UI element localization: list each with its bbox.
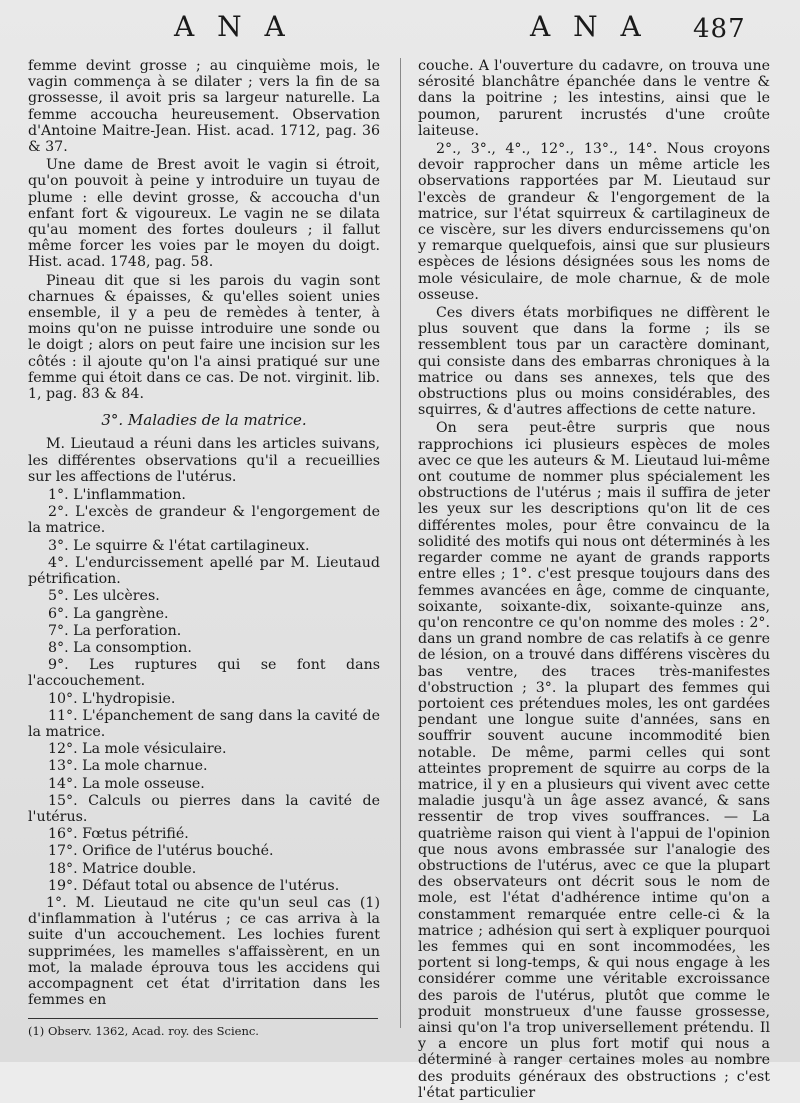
list-item: 2°. L'excès de grandeur & l'engorgement de la matrice. <box>28 504 380 537</box>
running-header <box>0 10 800 44</box>
list-item: 14°. La mole osseuse. <box>48 775 205 792</box>
left-paragraph-3: Pineau dit que si les parois du vagin sont charnues & épaisses, & qu'elles soient unies ensemble, il y a peu de remèdes à tenter, à moins qu'on ne puisse introduire une sonde ou le doigt ; alors on peut faire une incision sur les côtés : il ajoute qu'on l'a ainsi pratiqué sur une femme qui étoit dans ce cas. De not. virginit. lib. 1, pag. 83 & 84. <box>28 272 380 403</box>
left-paragraph-4: M. Lieutaud a réuni dans les articles suivans, les différentes observations qu'il a recueillies sur les affections de l'utérus. <box>28 436 380 485</box>
right-paragraph-3: Ces divers états morbifiques ne diffèrent le plus souvent que dans la forme ; ils se ressemblent tous par un caractère dominant, qui consiste dans des embarras chroniques à la matrice ou dans ses annexes, tels que des obstructions plus ou moins considérables, des squirres, & d'autres affections de cette nature. <box>418 305 770 419</box>
list-item: 18°. Matrice double. <box>48 860 197 877</box>
right-paragraph-1: couche. A l'ouverture du cadavre, on trouva une sérosité blanchâtre épanchée dans le ventre & dans la poitrine ; les intestins, ainsi que le poumon, parurent incrustés d'une croûte laiteuse. <box>418 58 770 139</box>
list-item: 13°. La mole charnue. <box>48 758 208 775</box>
column-divider <box>400 58 401 1028</box>
list-item: 1°. L'inflammation. <box>48 487 186 504</box>
list-item: 16°. Fœtus pétrifié. <box>48 826 189 843</box>
left-paragraph-5: 1°. M. Lieutaud ne cite qu'un seul cas (1) d'inflammation à l'utérus ; ce cas arriva à la suite d'un accouchement. Les lochies furent supprimées, les mamelles s'affaissèrent, en un mot, la malade éprouva tous les accidens qui accompagnent cet état d'irritation dans les femmes en <box>28 894 380 1009</box>
right-column <box>418 58 770 1103</box>
footnote: (1) Observ. 1362, Acad. roy. des Scienc. <box>28 1024 259 1039</box>
list-item: 7°. La perforation. <box>48 622 182 639</box>
list-item: 6°. La gangrène. <box>48 605 169 622</box>
header-right-word: A N A <box>530 10 648 43</box>
list-item: 3°. Le squirre & l'état cartilagineux. <box>48 537 310 554</box>
page-number: 487 <box>693 14 746 44</box>
list-item: 12°. La mole vésiculaire. <box>48 741 227 758</box>
list-item: 9°. Les ruptures qui se font dans l'accouchement. <box>28 657 380 690</box>
right-paragraph-2: 2°., 3°., 4°., 12°., 13°., 14°. Nous croyons devoir rapprocher dans un même article les observations rapportées par M. Lieutaud sur l'excès de grandeur & l'engorgement de la matrice, sur l'état squirreux & cartilagineux de ce viscère, sur les divers endurcissemens qu'on y remarque quelquefois, ainsi que sur plusieurs espèces de lésions désignées sous les noms de mole vésiculaire, de mole charnue, & de mole osseuse. <box>418 141 770 303</box>
left-paragraph-1: femme devint grosse ; au cinquième mois, le vagin commença à se dilater ; vers la fin de sa grossesse, il avoit pris sa largeur naturelle. La femme accoucha heureusement. Observation d'Antoine Maitre-Jean. Hist. acad. 1712, pag. 36 & 37. <box>28 58 380 156</box>
list-item: 17°. Orifice de l'utérus bouché. <box>48 843 274 860</box>
list-item: 15°. Calculs ou pierres dans la cavité de l'utérus. <box>28 792 380 825</box>
header-left-word: A N A <box>174 10 292 43</box>
list-item: 19°. Défaut total ou absence de l'utérus. <box>48 877 340 894</box>
left-column <box>28 58 380 1040</box>
list-item: 11°. L'épanchement de sang dans la cavité de la matrice. <box>28 707 380 740</box>
right-paragraph-4: On sera peut-être surpris que nous rapprochions ici plusieurs espèces de moles avec ce que les auteurs & M. Lieutaud lui-même ont coutume de nommer plus spécialement les obstructions de l'utérus ; mais il suffira de jeter les yeux sur les descriptions qu'on lit de ces différentes moles, pour être convaincu de la solidité des motifs qui nous ont déterminés à les regarder comme ne ayant de grands rapports entre elles ; 1°. c'est presque toujours dans des femmes avancées en âge, comme de cinquante, soixante, soixante-dix, soixante-quinze ans, qu'on rencontre ce qu'on nomme des moles : 2°. dans un grand nombre de cas relatifs à ce genre de lésion, on a trouvé dans différens viscères du bas ventre, des traces très-manifestes d'obstruction ; 3°. la plupart des femmes qui portoient ces prétendues moles, les ont gardées pendant une longue suite d'années, sans en souffrir souvent aucune incommodité bien notable. De même, parmi celles qui sont atteintes proprement de squirre au corps de la matrice, il y en a plusieurs qui vivent avec cette maladie jusqu'à un âge assez avancé, & sans ressentir de trop vives souffrances. — La quatrième raison qui vient à l'appui de l'opinion que nous avons embrassée sur l'analogie des obstructions de l'utérus, avec ce que la plupart des observateurs ont décrit sous le nom de mole, est l'état d'adhérence intime qu'on a constamment remarquée entre celle-ci & la matrice ; adhésion qui sert à expliquer pourquoi les femmes qui en sont incommodées, les portent si long-temps, & qui nous engage à les considérer comme une véritable excroissance des parois de l'utérus, plutôt que comme le produit monstrueux d'une fausse grossesse, ainsi qu'on l'a trop universellement prétendu. Il y a encore un plus fort motif qui nous a déterminé à ranger certaines moles au nombre des produits généraux des obstructions ; c'est l'état particulier <box>418 420 770 1101</box>
list-item: 10°. L'hydropisie. <box>48 690 176 707</box>
list-item: 5°. Les ulcères. <box>48 588 160 605</box>
disease-list <box>28 487 380 894</box>
list-item: 8°. La consomption. <box>48 639 192 656</box>
left-paragraph-2: Une dame de Brest avoit le vagin si étroit, qu'on pouvoit à peine y introduire un tuyau de plume : elle devint grosse, & accoucha d'un enfant fort & vigoureux. Le vagin ne se dilata qu'au moment des fortes douleurs ; il fallut même forcer les voies par le moyen du doigt. Hist. acad. 1748, pag. 58. <box>28 157 380 271</box>
section-heading: 3°. Maladies de la matrice. <box>101 411 307 430</box>
list-item: 4°. L'endurcissement apellé par M. Lieutaud pétrification. <box>28 554 380 588</box>
footnote-rule <box>28 1018 378 1019</box>
